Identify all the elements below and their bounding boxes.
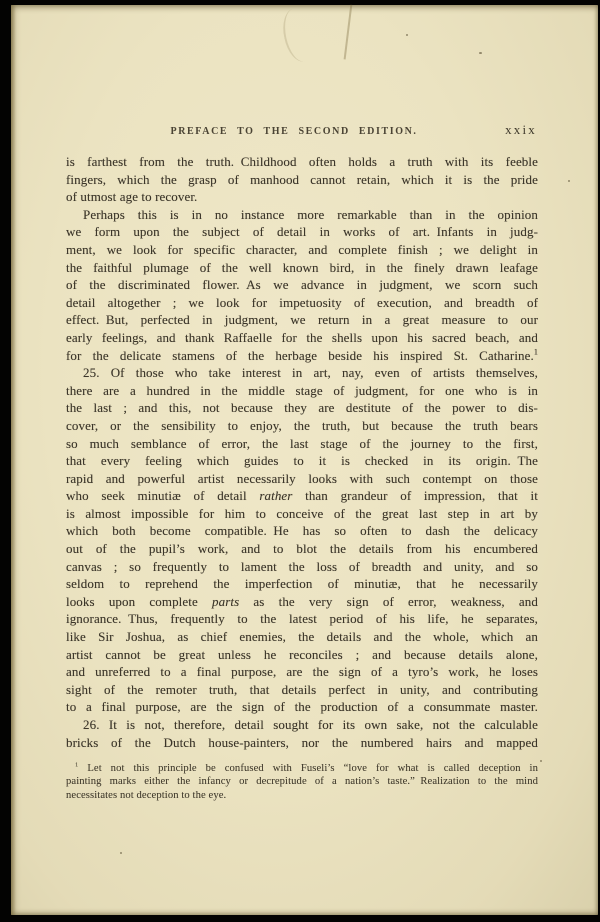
page-header xyxy=(66,122,538,144)
paper-speck xyxy=(540,760,542,762)
paper-speck xyxy=(568,180,570,182)
footnote-line: painting marks either the infancy or decrepitude of a nation’s taste.” Realization to the mind xyxy=(66,776,538,788)
page-number: xxix xyxy=(505,122,537,137)
text-line: artist cannot be great unless he reconciles ; and because details alone, xyxy=(66,646,538,662)
paper-speck xyxy=(120,852,122,854)
text-line: there are a hundred in the middle stage of judgment, for one who is in xyxy=(66,382,538,398)
text-line: is farthest from the truth. Childhood often holds a truth with its feeble xyxy=(66,154,538,169)
text-line: early feelings, and thank Raffaelle for the shells upon his sacred beach, and xyxy=(66,329,538,345)
text-line: ignorance. Thus, frequently to the latest period of his life, he separates, xyxy=(66,611,538,627)
text-line: looks upon complete parts as the very sign of error, weakness, and xyxy=(66,593,538,609)
text-line: the last ; and this, not because they are destitute of the power to dis- xyxy=(66,400,538,416)
text-line: like Sir Joshua, as chief enemies, the details and the whole, which an xyxy=(66,629,538,645)
page-body-text xyxy=(66,153,538,751)
text-line: who seek minutiæ of detail rather than grandeur of impression, that it xyxy=(66,488,538,504)
text-line: for the delicate stamens of the herbage beside his inspired St. Catharine.$^1$ xyxy=(66,347,538,363)
text-line: 25. Of those who take interest in art, nay, even of artists themselves, xyxy=(83,365,538,381)
footnote xyxy=(66,762,538,802)
text-line: Perhaps this is in no instance more remarkable than in the opinion xyxy=(83,206,538,222)
text-line: cover, or the sensibility to enjoy, the truth, but because the truth bears xyxy=(66,417,538,433)
text-line: to a final purpose, are the sign of the production of a consummate master. xyxy=(66,699,538,715)
text-line: bricks of the Dutch house-painters, nor the numbered hairs and mapped xyxy=(66,734,538,750)
footnote-line: $^1$ Let not this principle be confused with Fuseli’s “love for what is called deception in xyxy=(75,762,538,774)
text-line: sight of the remoter truth, that details perfect in unity, and contributing xyxy=(66,681,538,697)
text-line: rapid and powerful artist necessarily looks with such contempt on those xyxy=(66,470,538,486)
text-line: out of the pupil’s work, and to blot the details from his encumbered xyxy=(66,541,538,557)
text-line: of the discriminated flower. As we advance in judgment, we scorn such xyxy=(66,277,538,293)
text-line: which both become compatible. He has so often to dash the delicacy xyxy=(66,523,538,539)
text-line: fingers, which the grasp of manhood cannot retain, which it is the pride xyxy=(66,171,538,187)
text-line: detail altogether ; we look for impetuosity of execution, and breadth of xyxy=(66,294,538,310)
text-line: canvas ; so frequently to lament the loss of breadth and unity, and so xyxy=(66,558,538,574)
paper-speck xyxy=(406,34,408,36)
text-line: of utmost age to recover. xyxy=(66,189,198,205)
running-title: PREFACE TO THE SECOND EDITION. xyxy=(170,126,418,137)
text-line: ment, we look for specific character, and complete finish ; we delight in xyxy=(66,241,538,257)
text-line: we form upon the subject of detail in works of art. Infants in judg- xyxy=(66,224,538,240)
footnote-line: necessitates not deception to the eye. xyxy=(66,789,227,801)
text-line: that every feeling which guides to it is checked in its origin. The xyxy=(66,453,538,469)
text-line: 26. It is not, therefore, detail sought for its own sake, not the calculable xyxy=(83,717,538,732)
text-line: the faithful plumage of the well known bird, in the finely drawn leafage xyxy=(66,259,538,275)
text-line: effect. But, perfected in judgment, we return in a great measure to our xyxy=(66,312,538,328)
text-line: so much semblance of error, the last stage of the journey to the first, xyxy=(66,435,538,451)
text-line: is almost impossible for him to conceive of the great last step in art by xyxy=(66,505,538,521)
paper-speck xyxy=(479,52,482,54)
text-line: and unreferred to a final purpose, are the sign of a tyro’s work, he loses xyxy=(66,664,538,680)
text-line: seldom to reprehend the imperfection of minutiæ, that he necessarily xyxy=(66,576,538,592)
